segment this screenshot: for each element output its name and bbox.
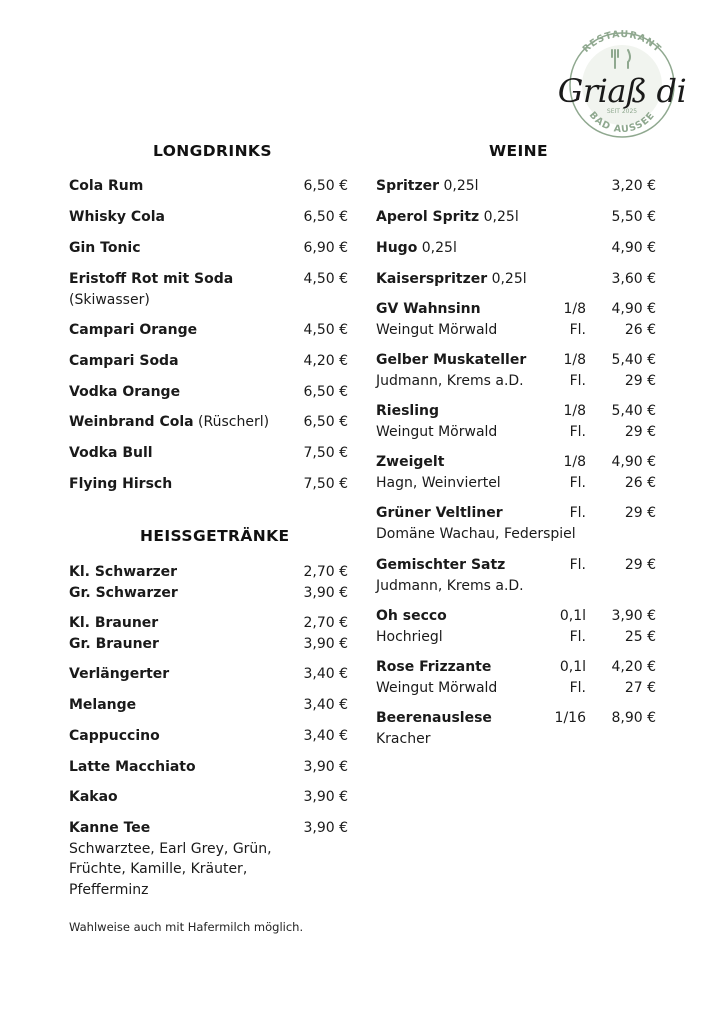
item-size: Fl. [569, 505, 586, 521]
item-price: 5,40 € 29 € [611, 352, 656, 389]
item-size: 0,1l Fl. [559, 608, 586, 645]
list-item: Aperol Spritz 0,25l [376, 209, 519, 225]
item-size: 1/8 Fl. [563, 352, 586, 389]
item-price: 3,90 € 25 € [611, 608, 656, 645]
footnote: Wahlweise auch mit Hafermilch möglich. [69, 920, 304, 934]
restaurant-logo [552, 30, 692, 140]
list-item: Hugo 0,25l [376, 240, 457, 256]
item-price: 5,50 € [611, 209, 656, 225]
item-price: 6,50 € [303, 384, 348, 400]
list-item: Campari Soda [69, 353, 179, 369]
list-item: Eristoff Rot mit Soda (Skiwasser) [69, 271, 234, 308]
item-price: 4,50 € [303, 322, 348, 338]
heissgetraenke-title: HEISSGETRÄNKE [140, 527, 290, 545]
logo-bottom-text: BAD AUSSEE [586, 109, 658, 136]
item-price: 3,90 € [303, 789, 348, 805]
item-price: 3,60 € [611, 271, 656, 287]
list-item: Gin Tonic [69, 240, 141, 256]
list-item: Gemischter Satz Judmann, Krems a.D. [376, 557, 524, 594]
item-price: 6,90 € [303, 240, 348, 256]
item-price: 4,20 € 27 € [611, 659, 656, 696]
item-price: 6,50 € [303, 209, 348, 225]
item-price: 6,50 € [303, 414, 348, 430]
item-price: 4,50 € [303, 271, 348, 287]
list-item: Kanne Tee Schwarztee, Earl Grey, Grün, Früchte, Kamille, Kräuter, Pfefferminz [69, 820, 272, 898]
item-price: 4,90 € 26 € [611, 454, 656, 491]
list-item: Cola Rum [69, 178, 144, 194]
item-size: 1/8 Fl. [563, 403, 586, 440]
list-item: Cappuccino [69, 728, 160, 744]
item-price: 3,40 € [303, 728, 348, 744]
list-item: Riesling Weingut Mörwald [376, 403, 498, 440]
list-item: GV Wahnsinn Weingut Mörwald [376, 301, 498, 338]
weine-title: WEINE [489, 142, 549, 160]
list-item: Gelber Muskateller Judmann, Krems a.D. [376, 352, 527, 389]
item-price: 29 € [624, 557, 656, 573]
list-item: Verlängerter [69, 666, 170, 682]
list-item: Oh secco Hochriegl [376, 608, 447, 645]
list-item: Flying Hirsch [69, 476, 173, 492]
list-item: Spritzer 0,25l [376, 178, 479, 194]
item-price: 3,40 € [303, 666, 348, 682]
item-price: 2,70 € 3,90 € [303, 615, 348, 652]
list-item: Vodka Bull [69, 445, 153, 461]
item-price: 3,90 € [303, 759, 348, 775]
item-price: 3,20 € [611, 178, 656, 194]
item-size: 1/16 [554, 710, 586, 726]
list-item: Zweigelt Hagn, Weinviertel [376, 454, 501, 491]
longdrinks-title: LONGDRINKS [153, 142, 272, 160]
list-item: Rose Frizzante Weingut Mörwald [376, 659, 498, 696]
list-item: Latte Macchiato [69, 759, 196, 775]
item-size: 0,1l Fl. [559, 659, 586, 696]
logo-top-text: RESTAURANT [580, 30, 664, 55]
item-size: Fl. [569, 557, 586, 573]
item-price: 7,50 € [303, 445, 348, 461]
item-price: 5,40 € 29 € [611, 403, 656, 440]
item-price: 8,90 € [611, 710, 656, 726]
item-price: 4,90 € [611, 240, 656, 256]
list-item: Kakao [69, 789, 118, 805]
list-item: Melange [69, 697, 137, 713]
item-price: 7,50 € [303, 476, 348, 492]
item-price: 2,70 € 3,90 € [303, 564, 348, 601]
item-price: 3,90 € [303, 820, 348, 836]
item-size: 1/8 Fl. [563, 454, 586, 491]
item-size: 1/8 Fl. [563, 301, 586, 338]
list-item: Grüner Veltliner Domäne Wachau, Federspiel [376, 505, 576, 542]
list-item: Campari Orange [69, 322, 198, 338]
item-price: 6,50 € [303, 178, 348, 194]
item-price: 4,90 € 26 € [611, 301, 656, 338]
list-item: Kaiserspritzer 0,25l [376, 271, 527, 287]
list-item: Beerenauslese Kracher [376, 710, 492, 747]
list-item: Kl. Schwarzer Gr. Schwarzer [69, 564, 178, 601]
logo-seit: SEIT 2025 [606, 108, 638, 115]
list-item: Weinbrand Cola (Rüscherl) [69, 414, 270, 430]
item-price: 3,40 € [303, 697, 348, 713]
list-item: Whisky Cola [69, 209, 165, 225]
list-item: Vodka Orange [69, 384, 181, 400]
logo-title: Griaß di [557, 72, 687, 110]
list-item: Kl. Brauner Gr. Brauner [69, 615, 159, 652]
item-price: 29 € [624, 505, 656, 521]
item-price: 4,20 € [303, 353, 348, 369]
